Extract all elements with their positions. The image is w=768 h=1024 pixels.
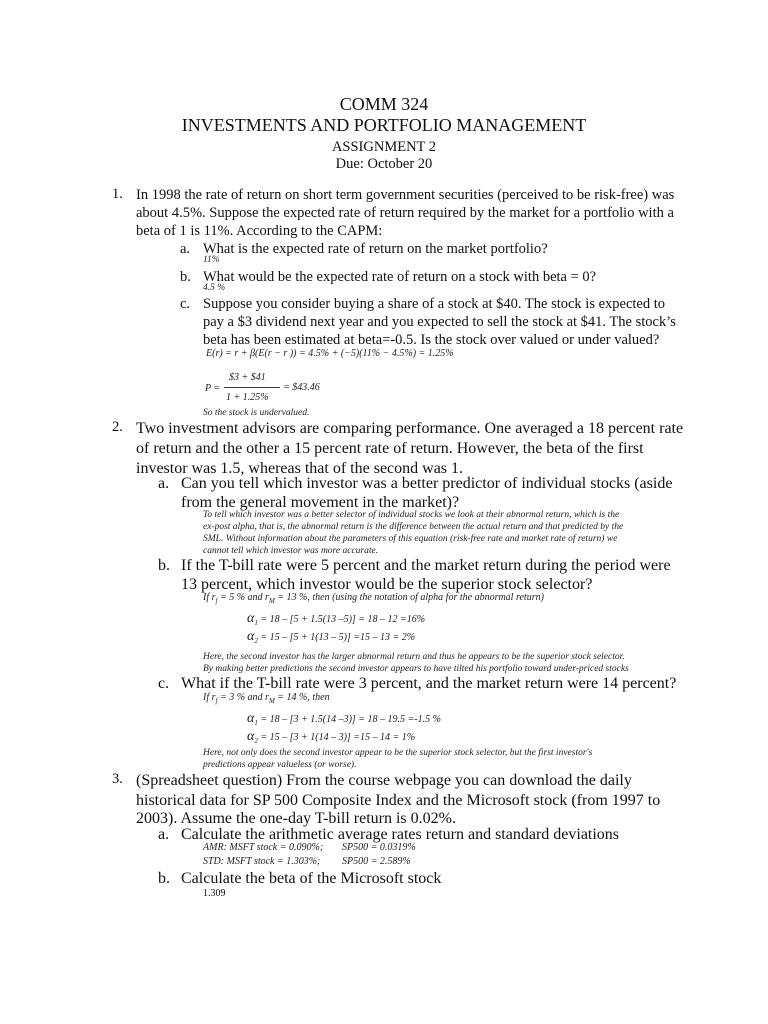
given-suffix: = 13 %, then (using the notation of alpha for the abnormal return)	[277, 592, 544, 603]
q2b-alpha2	[247, 629, 415, 645]
q1c-conclusion: So the stock is undervalued.	[203, 408, 310, 418]
given-middle: = 5 % and r	[219, 592, 269, 603]
price-result: = $43.46	[283, 382, 320, 393]
q2b-line-2: 13 percent, which investor would be the superior stock selector?	[181, 576, 593, 593]
q2b-answer-2: By making better predictions the second investor appears to have tilted his portfolio toward under-priced stocks	[203, 664, 629, 674]
q2-line-2: of return and the other a 15 percent rate of return. However, the beta of the first	[136, 440, 644, 457]
capm-formula: E(r) = r + β(E(r − r )) = 4.5% + (−5)(11% − 4.5%) = 1.25%	[206, 348, 454, 359]
q2a-label: a.	[158, 475, 170, 492]
q3-line-1: (Spreadsheet question) From the course webpage you can download the daily	[136, 772, 632, 789]
q2a-line-2: from the general movement in the market)?	[181, 494, 460, 511]
q1c-line-1: Suppose you consider buying a share of a stock at $40. The stock is expected to	[203, 296, 666, 312]
q3b-text: Calculate the beta of the Microsoft stock	[181, 870, 442, 887]
q3a-text: Calculate the arithmetic average rates return and standard deviations	[181, 826, 620, 843]
course-code: COMM 324	[339, 94, 429, 114]
given-suffix: = 14 %, then	[277, 692, 330, 703]
q2b-line-1: If the T-bill rate were 5 percent and the market return during the period were	[181, 557, 671, 574]
q2c-alpha1	[247, 711, 441, 727]
given-prefix: If r	[203, 692, 216, 703]
subscript-m: M	[268, 597, 275, 605]
q2a-answer-2: ex-post alpha, that is, the abnormal return is the difference between the actual return and that predicted by the	[203, 522, 624, 532]
q2-number: 2.	[112, 419, 123, 435]
q2a-answer-3: SML. Without information about the parameters of this equation (risk-free rate and market rate of return) we	[203, 534, 618, 544]
q2b-alpha1	[247, 611, 425, 627]
subscript-m: M	[268, 697, 275, 705]
alpha-symbol: α	[247, 629, 255, 644]
alpha-subscript: 1	[254, 719, 258, 727]
q2a-answer-4: cannot tell which investor was more accurate.	[203, 546, 379, 556]
std-sp500: SP500 = 2.589%	[342, 856, 411, 867]
alpha-subscript: 1	[254, 619, 258, 627]
q3a-label: a.	[158, 826, 170, 843]
q1c-line-2: pay a $3 dividend next year and you expected to sell the stock at $41. The stock’s	[203, 314, 676, 330]
q2a-answer-1: To tell which investor was a better selector of individual stocks we look at their abnormal return, which is the	[203, 510, 620, 520]
subscript-f: f	[215, 697, 218, 705]
fraction-bar	[224, 387, 280, 388]
course-title: INVESTMENTS AND PORTFOLIO MANAGEMENT	[181, 115, 587, 135]
q2b-answer-1: Here, the second investor has the larger abnormal return and thus he appears to be the superior stock selector.	[203, 652, 625, 662]
q3-line-3: 2003). Assume the one-day T-bill return is 0.02%.	[136, 810, 456, 827]
alpha-symbol: α	[247, 729, 255, 744]
alpha2-value: = 15 – [5 + 1(13 – 5)] =15 – 13 = 2%	[260, 632, 416, 643]
subscript-f: f	[215, 597, 218, 605]
q1b-answer: 4.5 %	[203, 283, 226, 293]
q2b-label: b.	[158, 557, 170, 574]
alpha2-value: = 15 – [3 + 1(14 – 3)] =15 – 14 = 1%	[260, 732, 416, 743]
q2c-answer-1: Here, not only does the second investor appear to be the superior stock selector, but the first investor's	[203, 748, 593, 758]
q1-line-3: beta of 1 is 11%. According to the CAPM:	[136, 223, 383, 239]
alpha-symbol: α	[247, 711, 255, 726]
q2-line-3: investor was 1.5, whereas that of the second was 1.	[136, 460, 464, 477]
q1a-text: What is the expected rate of return on the market portfolio?	[203, 241, 548, 257]
q2c-label: c.	[158, 675, 170, 692]
q1-line-2: about 4.5%. Suppose the expected rate of return required by the market for a portfolio with a	[136, 205, 674, 221]
q3b-answer: 1.309	[203, 888, 226, 899]
std-msft: STD: MSFT stock = 1.303%;	[203, 856, 321, 867]
q3-line-2: historical data for SP 500 Composite Index and the Microsoft stock (from 1997 to	[136, 792, 661, 809]
q1c-line-3: beta has been estimated at beta=-0.5. Is the stock over valued or under valued?	[203, 332, 660, 348]
q1c-label: c.	[180, 296, 191, 312]
alpha1-value: = 18 – [5 + 1.5(13 –5)] = 18 – 12 =16%	[260, 614, 426, 625]
q2-line-1: Two investment advisors are comparing performance. One averaged a 18 percent rate	[136, 420, 684, 437]
q3b-label: b.	[158, 870, 170, 887]
q1a-answer: 11%	[203, 255, 220, 265]
q1b-text: What would be the expected rate of return on a stock with beta = 0?	[203, 269, 597, 285]
price-label: P =	[205, 383, 221, 394]
amr-msft: AMR: MSFT stock = 0.090%;	[203, 842, 324, 853]
q2c-given	[203, 692, 330, 705]
due-date: Due: October 20	[335, 156, 433, 172]
q3-number: 3.	[112, 771, 123, 787]
q1-number: 1.	[112, 186, 123, 202]
q2c-alpha2	[247, 729, 415, 745]
amr-sp500: SP500 = 0.0319%	[342, 842, 416, 853]
q1a-label: a.	[180, 241, 191, 257]
alpha1-value: = 18 – [3 + 1.5(14 –3)] = 18 – 19.5 =-1.5 %	[260, 714, 441, 725]
given-middle: = 3 % and r	[219, 692, 269, 703]
q1-line-1: In 1998 the rate of return on short term government securities (perceived to be risk-free) was	[136, 187, 675, 203]
q1b-label: b.	[180, 269, 191, 285]
alpha-subscript: 2	[254, 637, 258, 645]
q2a-line-1: Can you tell which investor was a better predictor of individual stocks (aside	[181, 475, 673, 492]
q2b-given	[203, 592, 544, 605]
price-denominator: 1 + 1.25%	[226, 392, 269, 403]
alpha-subscript: 2	[254, 737, 258, 745]
q2c-text: What if the T-bill rate were 3 percent, and the market return were 14 percent?	[181, 675, 677, 692]
given-prefix: If r	[203, 592, 216, 603]
assignment-title: ASSIGNMENT 2	[331, 139, 437, 155]
q2c-answer-2: predictions appear valueless (or worse).	[203, 760, 357, 770]
alpha-symbol: α	[247, 611, 255, 626]
price-numerator: $3 + $41	[229, 372, 266, 383]
